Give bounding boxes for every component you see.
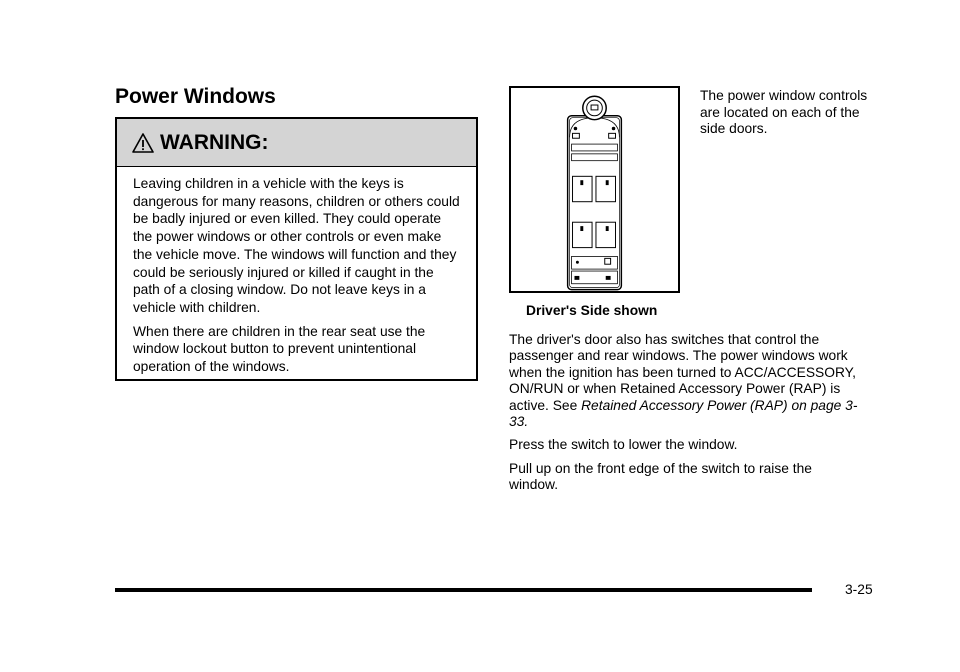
warning-body xyxy=(117,167,476,376)
warning-title: WARNING: xyxy=(160,130,269,154)
warning-triangle-icon xyxy=(132,132,154,154)
page-number: 3-25 xyxy=(845,582,873,597)
warning-paragraph: When there are children in the rear seat use the window lockout button to prevent unintentional operation of the windows. xyxy=(133,323,426,375)
warning-box xyxy=(115,117,478,381)
body-text xyxy=(509,332,864,501)
figure-caption: Driver's Side shown xyxy=(526,303,658,318)
window-switch-illustration xyxy=(509,86,680,293)
rap-reference: Retained Accessory Power (RAP) on page 3-33. xyxy=(509,397,858,430)
body-paragraph-2: Press the switch to lower the window. xyxy=(509,437,738,453)
side-description: The power window controls are located on each of the side doors. xyxy=(700,88,868,136)
body-paragraph-1-text: The driver's door also has switches that control the passenger and rear windows. The power windows work when the ignition has been turned to ACC/ACCESSORY, ON/RUN or when Retained Accessory Power (RAP) is active. See xyxy=(509,332,856,413)
section-title: Power Windows xyxy=(115,85,276,108)
body-paragraph-1 xyxy=(509,332,864,430)
footer-rule xyxy=(115,588,812,592)
warning-paragraph: Leaving children in a vehicle with the keys is dangerous for many reasons, children or others could be badly injured or even killed. They could operate the power windows or other controls or even make the vehicle move. The windows will function and they could be seriously injured or killed if caught in the path of a closing window. Do not leave keys in a vehicle with children. xyxy=(133,176,460,315)
window-switch-drawing xyxy=(511,88,678,291)
body-paragraph-3: Pull up on the front edge of the switch to raise the window. xyxy=(509,460,812,493)
warning-header xyxy=(117,119,476,167)
